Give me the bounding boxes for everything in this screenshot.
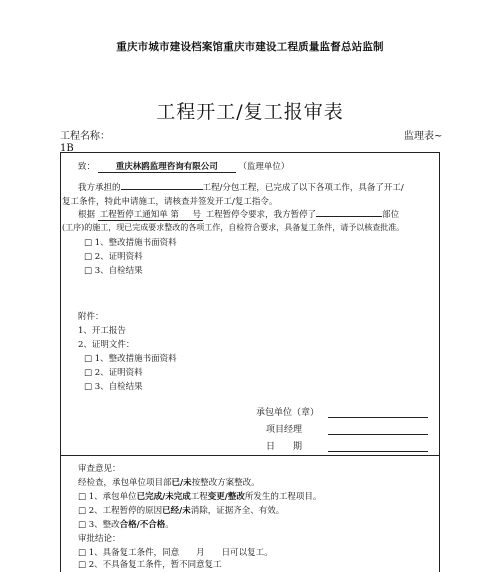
supervisor-company: 重庆林鸥监理咨询有限公司 xyxy=(98,160,236,173)
body-line-3 xyxy=(78,208,399,221)
review-item-3: □ 3、整改合格/不合格。 xyxy=(78,520,174,530)
body-checklist-1: □ 1、整改措施书面资料 xyxy=(84,238,177,248)
body-line-4: (工序)的施工，现已完成要求整改的各项工作，自检符合要求，具备复工条件，请予以核查批准。 xyxy=(62,223,405,232)
review-label: 审查意见： xyxy=(78,464,121,474)
body-line-3-c: 部位 xyxy=(382,210,400,220)
project-manager-label: 项目经理 xyxy=(266,425,303,435)
addressee-prefix: 致： xyxy=(78,162,96,172)
review-intro: 经检查，承包单位项目部已/未按整改方案整改。 xyxy=(78,478,260,488)
date-label: 日 期 xyxy=(266,442,303,452)
stop-notice-ref: 工程暂停工通知单 第 号 xyxy=(99,210,201,220)
attachment-sub-3: □ 3、自检结果 xyxy=(84,382,143,392)
body-checklist-2: □ 2、证明资料 xyxy=(84,252,143,262)
body-checklist-3: □ 3、自检结果 xyxy=(84,266,143,276)
page-title: 工程开工/复工报审表 xyxy=(156,101,344,123)
body-line-2: 复工条件，特此申请施工，请核查并签发开工/复工指令。 xyxy=(62,197,278,207)
attachments-label: 附件： xyxy=(78,312,104,322)
form-type-label: 监理表~ xyxy=(404,131,443,142)
attachment-sub-1: □ 1、整改措施书面资料 xyxy=(84,354,177,364)
addressee-suffix: （监理单位） xyxy=(238,162,290,172)
body-line-1-b: 工程/分包工程，已完成了以下各项工作，具备了开工/ xyxy=(202,183,404,193)
form-number: 1B xyxy=(60,143,74,154)
review-item-2: □ 2、工程暂停的原因已经/未消除，证据齐全、有效。 xyxy=(78,506,285,516)
contractor-seal-label: 承包单位（章） xyxy=(256,408,320,418)
addressee-line xyxy=(78,160,289,173)
body-line-1-a: 我方承担的 xyxy=(78,183,121,193)
approval-option-2: □ 2、不具备复工条件，暂不同意复工 xyxy=(78,560,222,570)
body-line-3-a: 根据 xyxy=(78,210,96,220)
section-divider xyxy=(60,455,440,456)
approval-option-1: □ 1、具备复工条件，同意 月 日可以复工。 xyxy=(78,548,273,558)
project-manager-line xyxy=(328,434,428,435)
date-line xyxy=(328,451,428,452)
attachment-item-2: 2、证明文件： xyxy=(78,340,135,350)
attachment-sub-2: □ 2、证明资料 xyxy=(84,368,143,378)
review-item-1: □ 1、承包单位已完成/未完成工程变更/整改所发生的工程项目。 xyxy=(78,492,322,502)
body-line-3-b: 工程暂停令要求，我方暂停了 xyxy=(205,210,317,220)
approval-label: 审批结论： xyxy=(78,534,121,544)
contractor-seal-line xyxy=(328,417,428,418)
attachment-item-1: 1、开工报告 xyxy=(78,326,126,336)
body-line-1 xyxy=(78,181,404,193)
project-name-label: 工程名称： xyxy=(60,131,110,142)
issuer-header: 重庆市城市建设档案馆重庆市建设工程质量监督总站监制 xyxy=(116,41,384,53)
